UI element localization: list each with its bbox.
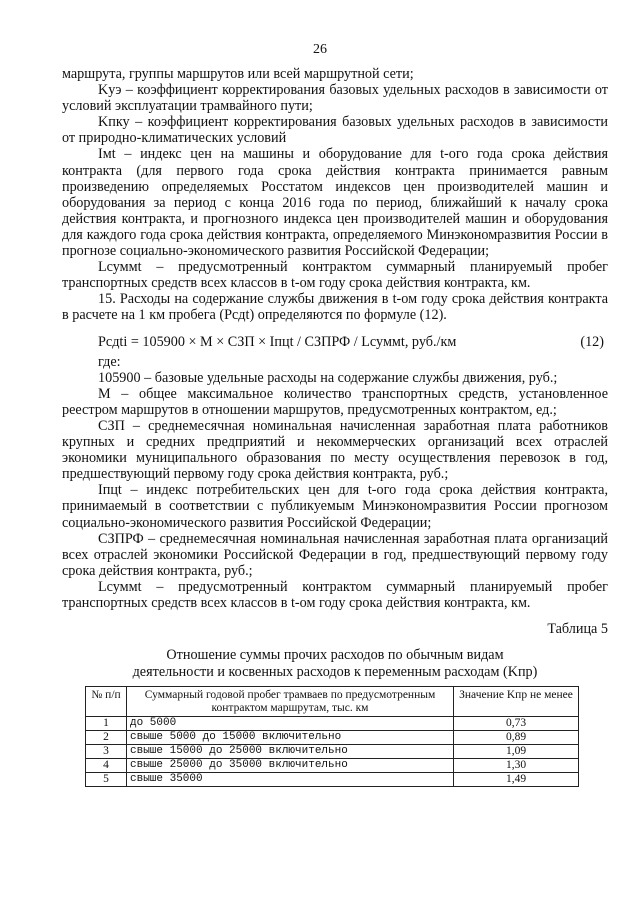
paragraph-item-15: 15. Расходы на содержание службы движения в t-ом году срока действия контракта в расчете на 1 км пробега (Рсдt) определяются по формуле (12). <box>62 291 608 324</box>
body-text <box>62 66 608 787</box>
row-range: свыше 15000 до 25000 включительно <box>127 745 454 759</box>
row-num: 2 <box>86 731 127 745</box>
table-row <box>86 731 579 745</box>
row-range: свыше 35000 <box>127 773 454 787</box>
row-range: до 5000 <box>127 717 454 731</box>
row-value: 1,49 <box>454 773 579 787</box>
formula-number: (12) <box>580 333 604 350</box>
coefficient-table <box>85 686 579 787</box>
paragraph-ipct: Iпцt – индекс потребительских цен для t-ого года срока действия контракта, принимаемый в соответствии с публикуемым Минэкономразвития России прогнозом социально-экономического развития Российской Федерации; <box>62 482 608 531</box>
paragraph-imt: Iмt – индекс цен на машины и оборудование для t-ого года срока действия контракта (для первого года срока действия контракта принимается равным произведению определяемых Росстатом индексов цен производителей машин и оборудования за период с конца 2016 года по период, ближайший к началу срока действия контракта, и прогнозного индекса цен производителей машин и оборудования для каждого года срока действия контракта, определяемого Минэкономразвития России в прогнозе социально-экономического развития Российской Федерации; <box>62 146 608 260</box>
table-header-row <box>86 687 579 717</box>
formula-expression: Рсдti = 105900 × М × СЗП × Iпцt / СЗПРФ / Lсуммt, руб./км <box>98 333 457 350</box>
row-range: свыше 5000 до 15000 включительно <box>127 731 454 745</box>
paragraph-szp: СЗП – среднемесячная номинальная начисленная заработная плата работников крупных и средних предприятий и некоммерческих организаций всех отраслей экономики муниципального образования по месту осуществления перевозок в год, предшествующий первому году срока действия контракта, руб.; <box>62 417 608 483</box>
table-row <box>86 745 579 759</box>
row-num: 5 <box>86 773 127 787</box>
paragraph-lsumm-2: Lсуммt – предусмотренный контрактом суммарный планируемый пробег транспортных средств всех классов в t-ом году срока действия контракта, км. <box>62 578 608 611</box>
paragraph-1: маршрута, группы маршрутов или всей маршрутной сети; <box>62 66 414 82</box>
row-num: 1 <box>86 717 127 731</box>
header-mileage: Суммарный годовой пробег трамваев по предусмотренным контрактом маршрутам, тыс. км <box>127 687 454 717</box>
row-range: свыше 25000 до 35000 включительно <box>127 759 454 773</box>
paragraph-kpku: Kпку – коэффициент корректирования базовых удельных расходов в зависимости от природно-климатических условий <box>62 114 608 147</box>
paragraph-kue: Kуэ – коэффициент корректирования базовых удельных расходов в зависимости от условий эксплуатации трамвайного пути; <box>62 82 608 115</box>
row-num: 4 <box>86 759 127 773</box>
where-label: где: <box>98 353 121 370</box>
paragraph-szprf: СЗПРФ – среднемесячная номинальная начисленная заработная плата организаций всех отраслей экономики Российской Федерации в год, предшествующий первому году срока действия контракта, руб.; <box>62 530 608 579</box>
paragraph-105900: 105900 – базовые удельные расходы на содержание службы движения, руб.; <box>98 369 558 386</box>
header-num: № п/п <box>86 687 127 717</box>
table-row <box>86 773 579 787</box>
table-title-line-1: Отношение суммы прочих расходов по обычным видам <box>166 647 504 664</box>
header-value: Значение Kпр не менее <box>454 687 579 717</box>
table-row <box>86 759 579 773</box>
row-num: 3 <box>86 745 127 759</box>
paragraph-lsumm-1: Lсуммt – предусмотренный контрактом суммарный планируемый пробег транспортных средств всех классов в t-ом году срока действия контракта, км. <box>62 259 608 292</box>
paragraph-m: М – общее максимальное количество транспортных средств, установленное реестром маршрутов в отношении маршрутов, предусмотренных контрактом, ед.; <box>62 385 608 418</box>
page-number: 26 <box>313 42 327 57</box>
table-label: Таблица 5 <box>547 621 608 638</box>
row-value: 0,73 <box>454 717 579 731</box>
row-value: 1,09 <box>454 745 579 759</box>
formula-12 <box>62 334 608 350</box>
table-title <box>62 647 608 680</box>
table-title-line-2: деятельности и косвенных расходов к переменным расходам (Kпр) <box>132 663 538 680</box>
table-row <box>86 717 579 731</box>
row-value: 1,30 <box>454 759 579 773</box>
row-value: 0,89 <box>454 731 579 745</box>
